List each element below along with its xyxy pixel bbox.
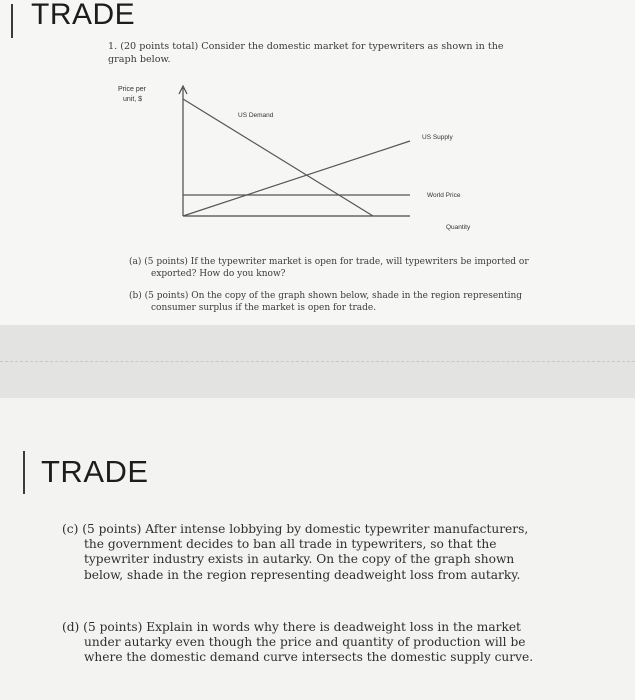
worksheet-page-top <box>0 0 635 325</box>
page-title: TRADE <box>41 454 149 489</box>
title-bar-decoration <box>23 451 25 494</box>
us-supply-curve <box>183 141 410 216</box>
worksheet-page-bottom <box>0 398 635 700</box>
page-break-line <box>0 361 635 362</box>
world-price-label: World Price <box>427 192 461 199</box>
graph-axes <box>179 86 410 216</box>
supply-label: US Supply <box>422 134 453 141</box>
demand-label: US Demand <box>238 112 274 119</box>
question-1-text: 1. (20 points total) Consider the domestic market for typewriters as shown in the graph below. <box>108 41 504 65</box>
part-b-text: (b) (5 points) On the copy of the graph shown below, shade in the region representing consumer surplus if the market is open for trade. <box>129 291 523 313</box>
supply-demand-graph <box>110 80 510 240</box>
part-d-text: (d) (5 points) Explain in words why there is deadweight loss in the market under autarky even though the price and quantity of production will be where the domestic demand curve intersects the domestic supply curve. <box>62 620 534 665</box>
part-c-text: (c) (5 points) After intense lobbying by domestic typewriter manufacturers, the government decides to ban all trade in typewriters, so that the typewriter industry exists in autarky. On the copy of the graph shown below, shade in the region representing deadweight loss from autarky. <box>62 522 529 582</box>
x-axis-label: Quantity <box>446 224 471 231</box>
part-a-text: (a) (5 points) If the typewriter market is open for trade, will typewriters be imported or exported? How do you know? <box>129 257 529 279</box>
y-axis-label-line2: unit, $ <box>123 96 143 103</box>
page-title: TRADE <box>31 0 136 31</box>
us-demand-curve <box>183 99 373 216</box>
title-bar-decoration <box>11 4 13 38</box>
y-axis-label-line1: Price per <box>118 86 147 93</box>
